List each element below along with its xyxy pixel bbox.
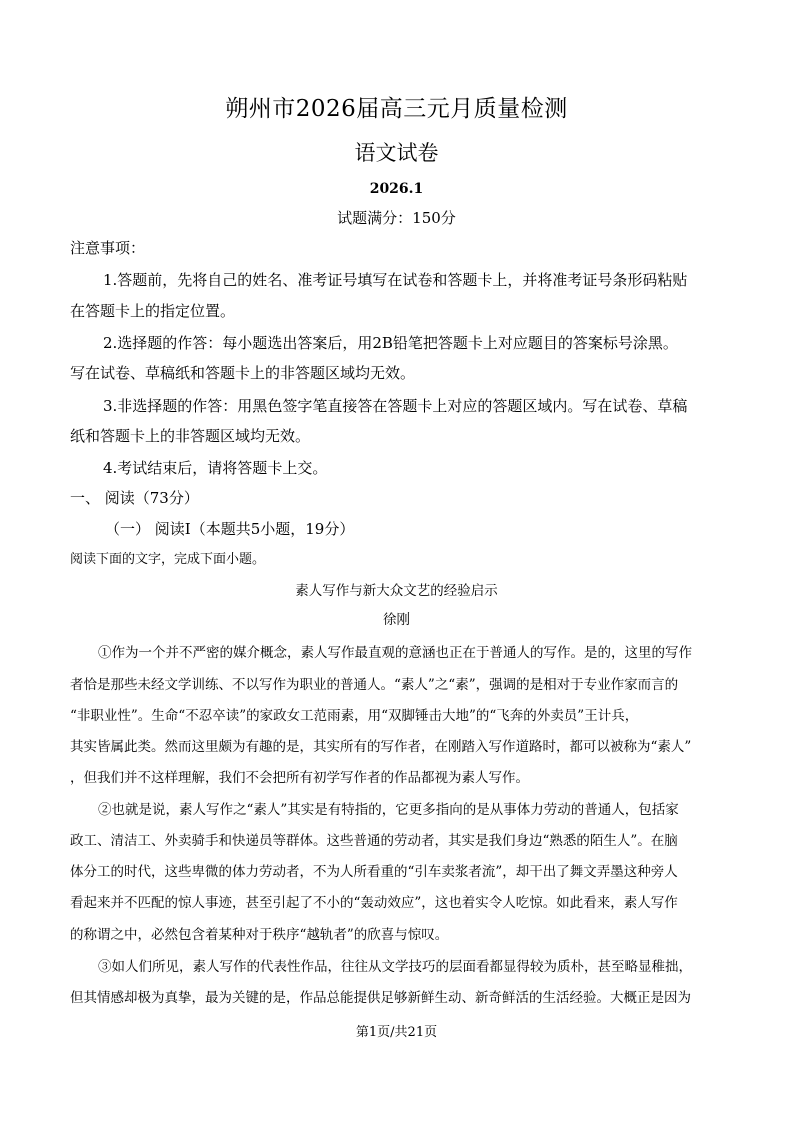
- notes-line: 1.答题前，先将自己的姓名、准考证号填写在试卷和答题卡上，并将准考证号条形码粘贴: [103, 271, 688, 289]
- reading-instruction: 阅读下面的文字，完成下面小题。: [70, 552, 266, 567]
- article-line: “非职业性”。生命“不忍卒读”的家政女工范雨素，用“双脚锤击大地”的“飞奔的外卖员”王计兵，: [70, 708, 639, 724]
- article-line: 体分工的时代，这些卑微的体力劳动者，不为人所看重的“引车卖浆者流”，却干出了舞文弄墨这种旁人: [70, 864, 678, 880]
- page-footer: 第1页/共21页: [355, 1025, 438, 1040]
- article-line: 看起来并不匹配的惊人事迹，甚至引起了不小的“轰动效应”，这也着实令人吃惊。如此看来，素人写作: [70, 895, 678, 911]
- notes-line: 纸和答题卡上的非答题区域均无效。: [70, 427, 311, 445]
- exam-date: 2026.1: [369, 181, 424, 197]
- notes-line: 3.非选择题的作答：用黑色签字笔直接答在答题卡上对应的答题区域内。写在试卷、草稿: [103, 397, 688, 415]
- article-line: ②也就是说，素人写作之“素人”其实是有特指的，它更多指向的是从事体力劳动的普通人，包括家: [98, 802, 679, 818]
- article-line: 者恰是那些未经文学训练、不以写作为职业的普通人。“素人”之“素”，强调的是相对于专业作家而言的: [70, 677, 679, 693]
- notes-line: 2.选择题的作答：每小题选出答案后，用2B铅笔把答题卡上对应题目的答案标号涂黑。: [103, 334, 678, 352]
- full-score: 试题满分：150分: [337, 209, 456, 227]
- notes-line: 4.考试结束后，请将答题卡上交。: [103, 459, 328, 477]
- subsection-title: （一） 阅读Ⅰ（本题共5小题，19分）: [105, 520, 355, 538]
- notes-line: 写在试卷、草稿纸和答题卡上的非答题区域均无效。: [70, 364, 416, 382]
- article-title: 素人写作与新大众文艺的经验启示: [295, 583, 498, 599]
- notes-heading: 注意事项：: [70, 239, 146, 257]
- section-title: 一、 阅读（73分）: [70, 489, 199, 507]
- article-line: 但其情感却极为真挚，最为关键的是，作品总能提供足够新鲜生动、新奇鲜活的生活经验。大概正是因为: [70, 990, 691, 1006]
- exam-subtitle: 语文试卷: [354, 141, 439, 165]
- article-line: ，但我们并不这样理解，我们不会把所有初学写作者的作品都视为素人写作。: [70, 770, 529, 786]
- article-line: ③如人们所见，素人写作的代表性作品，往往从文学技巧的层面看都显得较为质朴，甚至略显稚拙，: [98, 959, 692, 975]
- exam-title: 朔州市2026届高三元月质量检测: [225, 96, 568, 122]
- article-line: 政工、清洁工、外卖骑手和快递员等群体。这些普通的劳动者，其实是我们身边“熟悉的陌生人”。在脑: [70, 833, 678, 849]
- article-author: 徐刚: [383, 612, 410, 628]
- article-line: 其实皆属此类。然而这里颇为有趣的是，其实所有的写作者，在刚踏入写作道路时，都可以被称为“素人”: [70, 739, 692, 755]
- notes-line: 在答题卡上的指定位置。: [70, 302, 236, 320]
- article-line: ①作为一个并不严密的媒介概念，素人写作最直观的意涵也正在于普通人的写作。是的，这里的写作: [98, 645, 692, 661]
- article-line: 的称谓之中，必然包含着某种对于秩序“越轨者”的欣喜与惊叹。: [70, 927, 449, 943]
